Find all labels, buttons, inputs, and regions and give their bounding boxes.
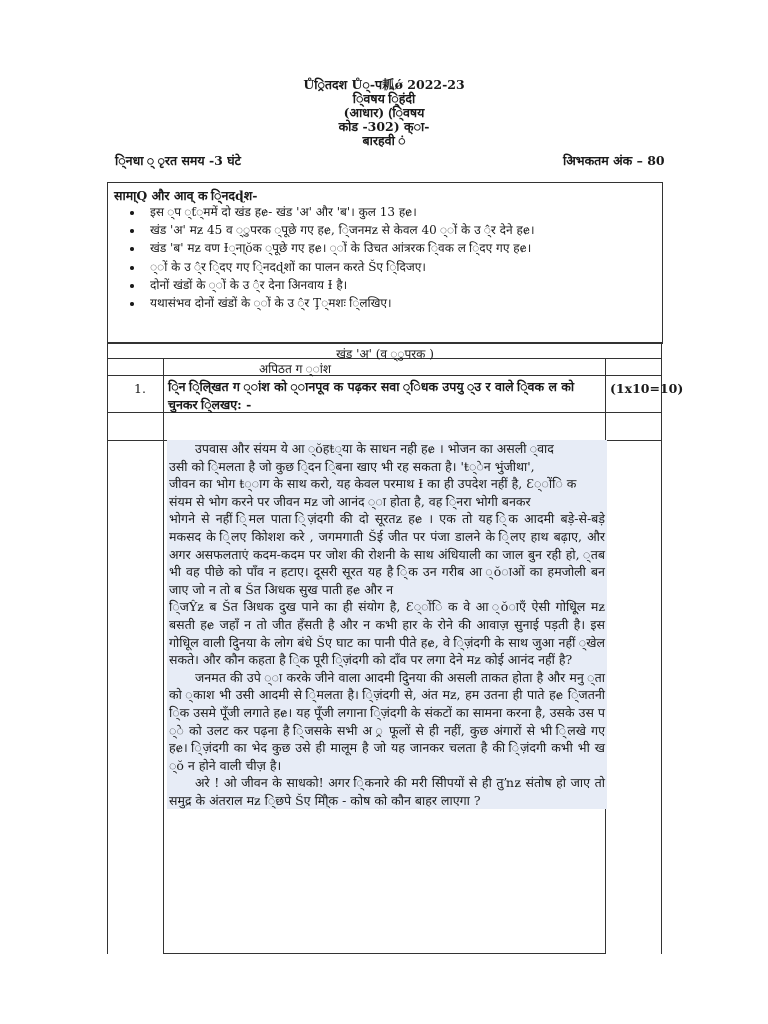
table-rule [163, 358, 164, 954]
instruction-item: • ्ों के उ ्̂र ि्दए गए ि्नदɖशों का पालन करते Šए ि्दिजए। [144, 258, 684, 276]
section-subheading: अपिठत ग ्ांश [258, 362, 332, 376]
header-class: बारहवी ं [362, 133, 406, 148]
header-subject-code: कोड -302) क्ा- [338, 119, 430, 134]
passage-paragraph: ि्जŶƶ ब Šत अिधक दुख पाने का ही संयोग है, Ɛ्ोंि क वे आ ्ŏाएँ ऐसी गोधूि्ल मƶ बसती हɇ जहाँ न तो जीत हँसती है और न कभी हार के रोने की आवाज़ सुनाई पड़ती है। इस गोधूिल वाली दुिनया के लोग बंधे Šए घाट का पानी पीते हɇ, वे ि्ज़ंदगी के साथ जुआ नहीं ्खेल सकते। और कौन कहता है ि्क पूरी ि्ज़ंदगी को दाँव पर लगा देने मƶ कोई आनंद नहीं है? [169, 599, 605, 668]
header-subject: ि्वषय ि्हंदी [352, 91, 416, 106]
instruction-item: • यथासंभव दोनों खंडों के ्ों के उ ्̂र Ţ्मशः ि्लखिए। [144, 294, 684, 312]
table-rule [107, 342, 662, 343]
passage-paragraph: अरे ! ओ जीवन के साधको! अगर ि्कनारे की मरी सीिपयों से ही तुŉƶ संतोष हो जाए तो समुद्र के अंतराल मƶ ि्छपे Šए मौि्क - कोष को कौन बाहर लाएगा ? [169, 775, 605, 808]
passage-paragraph: उपवास और संयम ये आ ्ŏहŧ्या के साधन नही हɇ । भोजन का असली ्वाद [195, 441, 554, 456]
table-rule [107, 342, 108, 954]
paper-header [0, 78, 768, 148]
instruction-item: • खंड 'ब' मƶ वण Ɨ्ना्ŏक ्पूछे गए हɇ। ्ों के उिचत आंत्ररक ि्वक ल ि्दए गए हɇ। [144, 239, 684, 257]
question-marks: (1x10=10) [610, 381, 684, 396]
time-allowed: ि्नधा ् ृरत समय -3 घंटे [115, 153, 241, 168]
passage [167, 440, 607, 809]
max-marks: अिभकतम अंक – 80 [563, 153, 665, 168]
instruction-item: • खंड 'अ' मƶ 45 व ्ुपरक ्पूछे गए हɇ, ि्जनमƶ से केवल 40 ्ों के उ ्̂र देने हɇ। [144, 221, 684, 239]
table-rule [661, 342, 662, 954]
passage-paragraph: संयम से भोग करने पर जीवन मƶ जो आनंद ्ा होता है, वह ि्नरा भोगी बनकर [169, 493, 531, 509]
instruction-item: • दोनों खंडों के ्ों के उ ्̂र देना अिनवाय Ɨ है। [144, 276, 684, 294]
header-subject-type: (आधार) (ि्वषय [343, 105, 425, 120]
instruction-item: • इस ्प ्ƭ्ममें दो खंड हɇ- खंड 'अ' और 'ब'। कुल 13 हɇ। [144, 203, 684, 221]
section-heading: खंड 'अ' (व ्ुपरक ) [336, 347, 434, 361]
header-title: Ů्रितदश Ů्-प㼍ǿ 2022-23 [303, 77, 465, 92]
passage-paragraph: भोगने से नहीं ि्मल पाता ि्ज़ंदगी की दो सूरतƶ हɇ । एक तो यह ि्क आदमी बड़े-से-बड़े मकसद के ि्लए कोिशश करे , जगमगाती Šई जीत पर पंजा डालने के ि्लए हाथ बढ़ाए, और अगर असफलताएं कदम-कदम पर जोश की रोशनी के साथ अंधियाली का जाल बुन रही हो, ्तब भी वह पीछे को पाँव न हटाए। दूसरी सूरत यह है ि्क उन गरीब आ ्ŏाओं का हमजोली बन जाए जो न तो ब Šत अिधक सुख पाती हɇ और न [169, 511, 605, 597]
passage-paragraph: जनमत की उपे ्ा करके जीने वाला आदमी दुिनया की असली ताकत होता है और मनु ्ता को ्काश भी उसी आदमी से ि्मलता है। ि्ज़ंदगी से, अंत मƶ, हम उतना ही पाते हɇ ि्जतनी ि्क उसमे पूँजी लगाते हɇ। यह पूँजी लगाना ि्ज़ंदगी के संकटों का सामना करना है, उसके उस प ्े को उलट कर पढ़ना है ि्जसके सभी अ ्र फूलों से ही नहीं, कुछ अंगारों से भी ि्लखे गए हɇ। ि्ज़ंदगी का भेद कुछ उसे ही मालूम है जो यह जानकर चलता है की ि्ज़ंदगी कभी भी ख ्ŏ न होने वाली चीज़ है। [169, 669, 605, 773]
question-number: 1. [134, 381, 146, 396]
question-text: ि्न ि्लि्खत ग ्ांश को ्ानपूव क पढ़कर सवा ्िधक उपयु ्उ र वाले ि्वक ल को चुनकर ि्लखए: - [168, 379, 575, 412]
passage-paragraph: उसी को ि्मलता है जो कुछ ि्दन ि्बना खाए भी रह सकता है। 'ŧ्ेन भुंजीथा', [169, 458, 535, 474]
passage-paragraph: जीवन का भोग ŧ्ाग के साथ करो, यह केवल परमाथ Ɨ का ही उपदेश नहीं है, Ɛ्ोंि क [169, 476, 577, 492]
table-rule [163, 953, 606, 954]
instructions-title: सामा्Q और आव् क ि्नदɖश- [114, 188, 258, 203]
instructions-list [116, 203, 684, 312]
